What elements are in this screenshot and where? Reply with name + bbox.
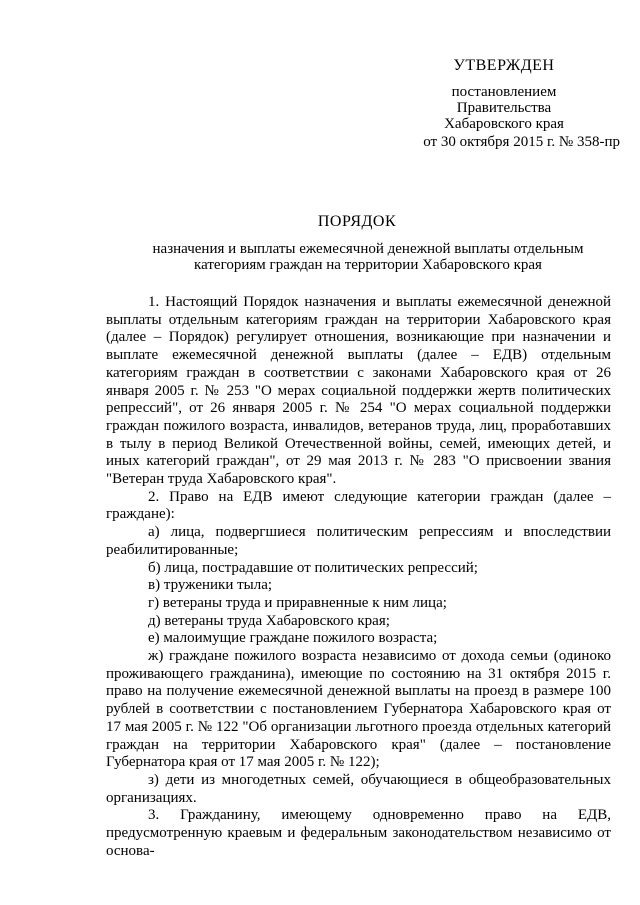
paragraph-1: 1. Настоящий Порядок назначения и выплаты ежемесячной денежной выплаты отдельным категориям граждан на территории Хабаровского края (далее – Порядок) регулирует отношения, возникающие при назначении и выплате ежемесячной денежной выплаты (далее – ЕДВ) отдельным категориям граждан в соответствии с законами Хабаровского края от 26 января 2005 г. № 253 "О мерах социальной поддержки жертв политических репрессий", от 26 января 2005 г. № 254 "О мерах социальной поддержки граждан пожилого возраста, инвалидов, ветеранов труда, лиц, проработавших в тылу в период Великой Отечественной войны, семей, имеющих детей, и иных категорий граждан", от 29 мая 2013 г. № 283 "О присвоении звания "Ветеран труда Хабаровского края".	[106, 294, 611, 488]
document-title-block	[0, 213, 640, 273]
list-item-z: з) дети из многодетных семей, обучающиеся в общеобразовательных организациях.	[106, 771, 611, 806]
subtitle-line: назначения и выплаты ежемесячной денежной выплаты отдельным	[152, 241, 584, 257]
document-subtitle	[0, 241, 640, 273]
document-body	[106, 294, 611, 861]
document-title: ПОРЯДОК	[317, 213, 397, 230]
list-item-a: а) лица, подвергшиеся политическим репрессиям и впоследствии реабилитированные;	[106, 524, 611, 558]
approval-line: Правительства	[456, 100, 552, 116]
paragraph-3: 3. Гражданину, имеющему одновременно право на ЕДВ, предусмотренную краевым и федеральным законодательством независимо от основа-	[106, 807, 611, 859]
list-item-zh: ж) граждане пожилого возраста независимо от дохода семьи (одиноко проживающего гражданина), имеющие по состоянию на 31 октября 2015 г. право на получение ежемесячной денежной выплаты на проезд в размере 100 рублей в соответствии с постановлением Губернатора Хабаровского края от 17 мая 2005 г. № 122 "Об организации льготного проезда отдельных категорий граждан на территории Хабаровского края" (далее – постановление Губернатора края от 17 мая 2005 г. № 122);	[106, 648, 611, 771]
approval-stamp	[388, 57, 620, 150]
paragraph-2: 2. Право на ЕДВ имеют следующие категории граждан (далее – граждане):	[106, 488, 611, 523]
list-item-v: в) труженики тыла;	[148, 577, 273, 594]
list-item-d: д) ветераны труда Хабаровского края;	[148, 612, 390, 629]
approval-date: от 30 октября 2015 г. № 358-пр	[423, 134, 620, 150]
approval-line: Хабаровского края	[444, 116, 564, 132]
list-item-b: б) лица, пострадавшие от политических репрессий;	[148, 559, 478, 576]
approval-line: постановлением	[451, 84, 557, 100]
list-item-e: е) малоимущие граждане пожилого возраста;	[148, 630, 438, 647]
approval-heading: УТВЕРЖДЕН	[453, 57, 555, 74]
subtitle-line: категориям граждан на территории Хабаровского края	[194, 257, 542, 273]
list-item-g: г) ветераны труда и приравненные к ним лица;	[148, 594, 447, 611]
